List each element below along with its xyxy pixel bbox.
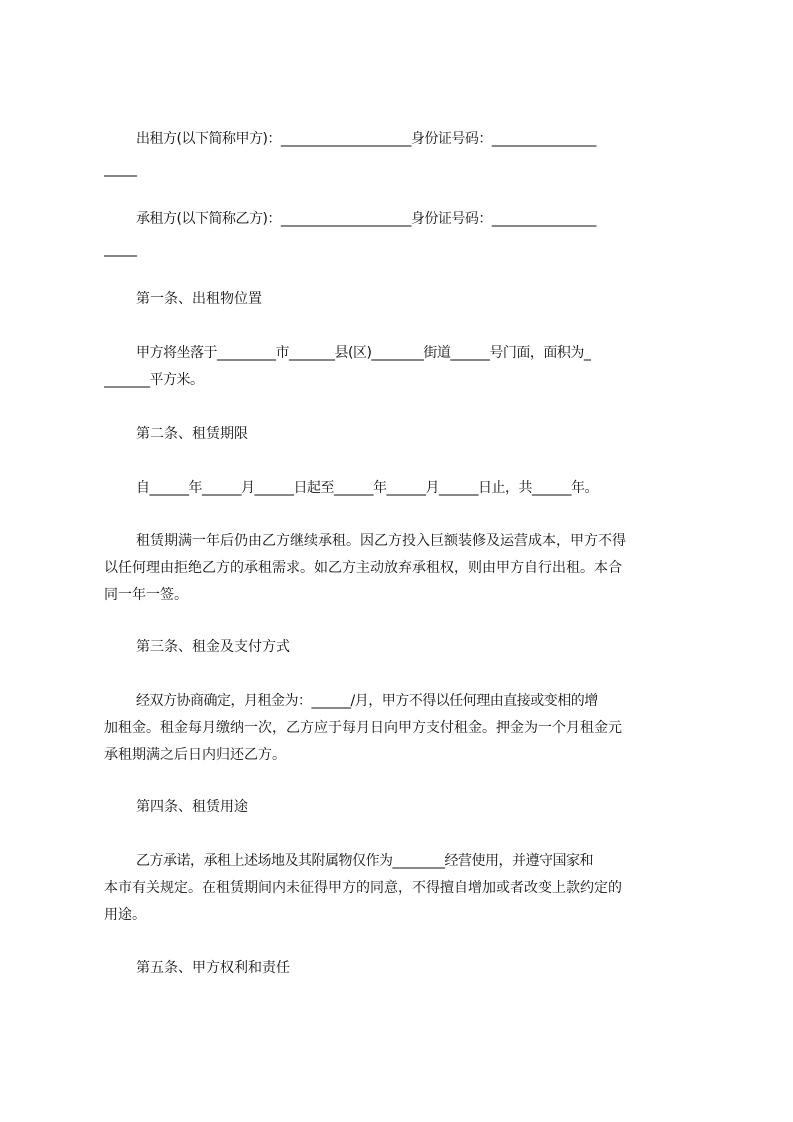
article-2-heading: 第二条、租赁期限 [136,426,248,442]
article-3-para-line: 加租金。租金每月缴纳一次，乙方应于每月日向甲方支付租金。押金为一个月租金元 [104,720,622,736]
article-3-para-line: 经双方协商确定，月租金为：______/月，甲方不得以任何理由直接或变相的增 [136,693,598,709]
article-5-heading: 第五条、甲方权利和责任 [136,960,290,976]
article-3-para-line: 承租期满之后日内归还乙方。 [104,747,286,763]
article-4-para-line: 用途。 [104,907,146,923]
article-2-period: 自______年______月______日起至______年______月______日止，共______年。 [136,480,598,496]
article-4-para-line: 本市有关规定。在租赁期间内未征得甲方的同意，不得擅自增加或者改变上款约定的 [104,880,622,896]
article-1-text-cont: _______平方米。 [104,372,204,388]
article-4-para-line: 乙方承诺，承租上述场地及其附属物仅作为________经营使用，并遵守国家和 [136,853,593,869]
article-3-heading: 第三条、租金及支付方式 [136,639,290,655]
lessor-line: 出租方(以下简称甲方)：____________________身份证号码：________________ [136,131,596,147]
lessee-line-cont: _____ [104,241,137,257]
article-4-heading: 第四条、租赁用途 [136,799,248,815]
article-2-para-line: 以任何理由拒绝乙方的承租需求。如乙方主动放弃承租权，则由甲方自行出租。本合 [104,560,622,576]
article-1-heading: 第一条、出租物位置 [136,291,262,307]
article-2-para-line: 租赁期满一年后仍由乙方继续承租。因乙方投入巨额装修及运营成本，甲方不得 [136,533,626,549]
lessee-line: 承租方(以下简称乙方)：____________________身份证号码：________________ [136,211,596,227]
lessor-line-cont: _____ [104,161,137,177]
article-1-text: 甲方将坐落于_________市_______县(区)________街道______号门面，面积为_ [136,345,591,361]
article-2-para-line: 同一年一签。 [104,587,188,603]
